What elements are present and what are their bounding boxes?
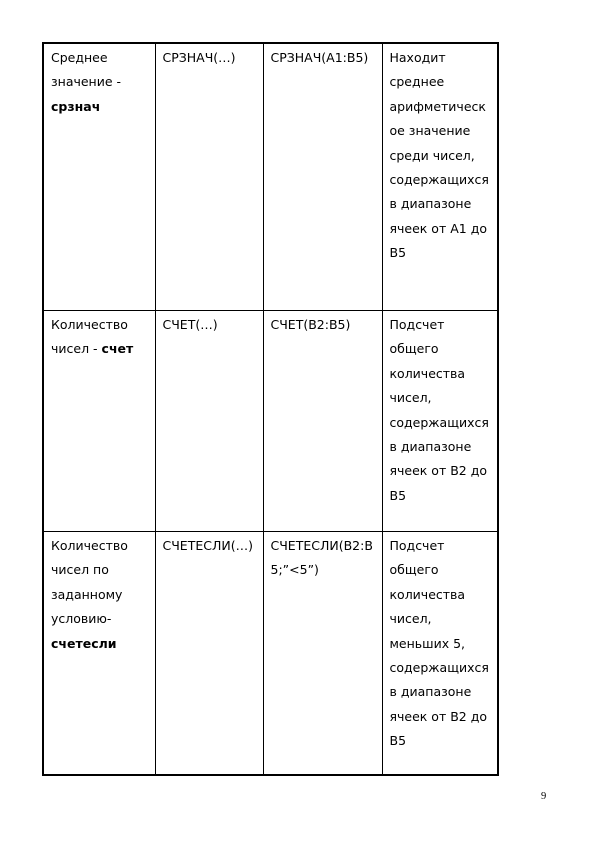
function-example-cell [263,43,382,311]
table-row [43,532,498,776]
function-syntax: СЧЕТ(…) [162,317,218,332]
table-row [43,43,498,311]
function-description-cell [382,43,498,311]
function-example-cell [263,311,382,532]
function-description: Подсчет общего количества чисел, меньших 5, содержащихся в диапазоне ячеек от В2 до В5 [389,538,489,749]
function-syntax: СЧЕТЕСЛИ(…) [162,538,253,553]
function-syntax-cell [155,311,263,532]
function-keyword: срзнач [51,98,101,114]
function-name-cell [43,43,155,311]
function-syntax-cell [155,43,263,311]
function-description-cell [382,532,498,776]
function-name-cell [43,532,155,776]
function-name: Количество чисел - [51,317,128,357]
function-example-cell [263,532,382,776]
function-description-cell [382,311,498,532]
function-example: СРЗНАЧ(А1:В5) [270,50,369,65]
function-syntax-cell [155,532,263,776]
function-description: Находит среднее арифметическое значение среди чисел, содержащихся в диапазоне ячеек от А1 до В5 [389,50,489,261]
function-name-cell [43,311,155,532]
function-name: Среднее значение - [51,50,122,90]
function-description: Подсчет общего количества чисел, содержащихся в диапазоне ячеек от В2 до В5 [389,317,489,503]
page-number: 9 [541,791,547,802]
function-keyword: счетесли [51,635,117,651]
table-row [43,311,498,532]
function-example: СЧЕТЕСЛИ(В2:В5;”<5”) [270,538,373,578]
function-name: Количество чисел по заданному условию- [51,538,128,627]
function-keyword: счет [101,341,134,357]
function-example: СЧЕТ(В2:В5) [270,317,351,332]
function-syntax: СРЗНАЧ(…) [162,50,236,65]
functions-table [42,42,499,776]
